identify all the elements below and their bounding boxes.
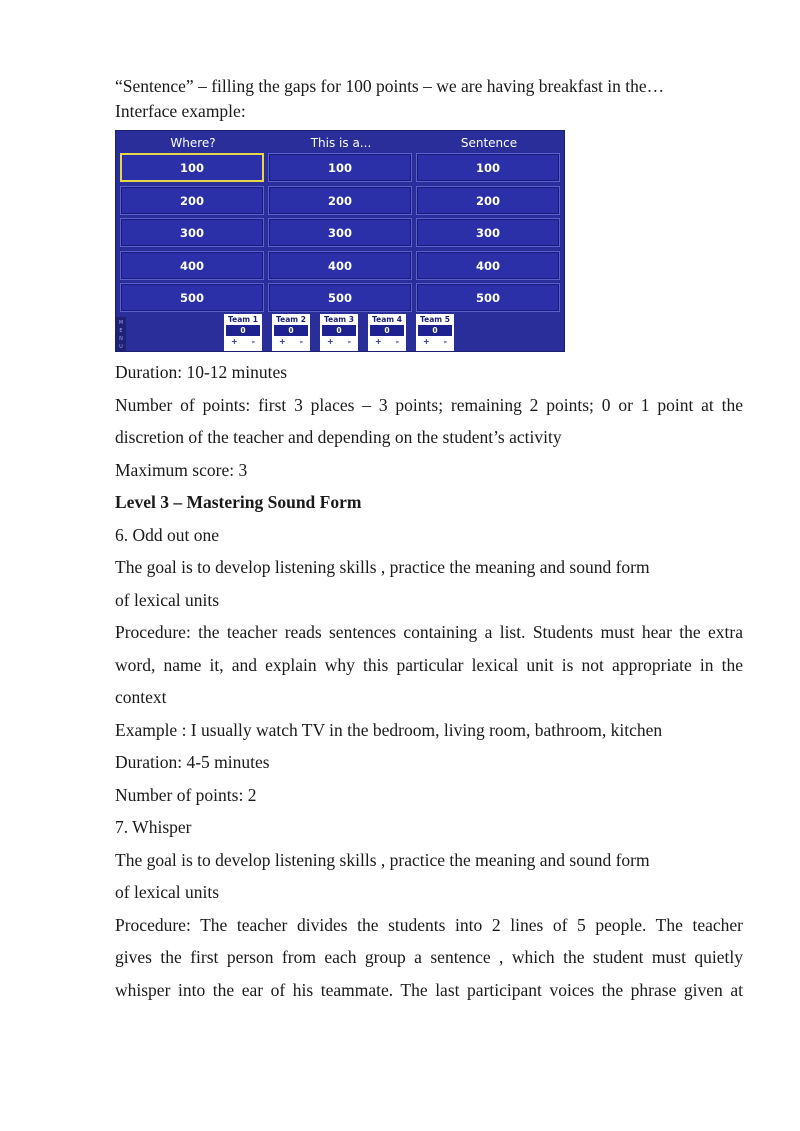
board-cell[interactable]: 400 <box>268 251 412 280</box>
jeopardy-board-screenshot <box>115 130 565 352</box>
whisper-procedure-1: Procedure: The teacher divides the students into 2 lines of 5 people. The teacher <box>115 914 743 935</box>
team-score: 0 <box>370 325 404 336</box>
minus-button[interactable]: - <box>395 337 399 346</box>
plus-button[interactable]: + <box>327 337 334 346</box>
board-cell[interactable]: 500 <box>416 283 560 312</box>
category-sentence: Sentence <box>460 136 518 150</box>
whisper-procedure-3: whisper into the ear of his teammate. The last participant voices the phrase given at <box>115 979 743 1000</box>
board-cell[interactable]: 200 <box>268 186 412 215</box>
plus-button[interactable]: + <box>231 337 238 346</box>
whisper-goal-2: of lexical units <box>115 882 220 902</box>
max-score-line: Maximum score: 3 <box>115 459 248 480</box>
plus-button[interactable]: + <box>375 337 382 346</box>
team-score: 0 <box>274 325 308 336</box>
odd-out-goal-1: The goal is to develop listening skills , practice the meaning and sound form <box>115 557 650 577</box>
board-cell[interactable]: 500 <box>268 283 412 312</box>
team-panel <box>416 314 454 351</box>
odd-out-duration: Duration: 4-5 minutes <box>115 752 270 772</box>
whisper-goal-1: The goal is to develop listening skills , practice the meaning and sound form <box>115 849 650 870</box>
board-cell[interactable]: 200 <box>120 186 264 215</box>
plus-button[interactable]: + <box>279 337 286 346</box>
board-cell[interactable]: 100 <box>120 153 264 182</box>
board-cell[interactable]: 400 <box>120 251 264 280</box>
team-name: Team 4 <box>372 315 402 324</box>
team-score: 0 <box>322 325 356 336</box>
minus-button[interactable]: - <box>251 337 255 346</box>
team-panel <box>320 314 358 351</box>
board-cell[interactable]: 300 <box>268 218 412 247</box>
odd-out-procedure-3: context <box>115 687 167 707</box>
team-name: Team 5 <box>420 315 450 324</box>
board-cell[interactable]: 500 <box>120 283 264 312</box>
duration-line: Duration: 10-12 minutes <box>115 362 288 382</box>
minus-button[interactable]: - <box>347 337 351 346</box>
team-name: Team 1 <box>228 315 258 324</box>
plus-button[interactable]: + <box>423 337 430 346</box>
odd-out-points: Number of points: 2 <box>115 784 257 805</box>
board-cell[interactable]: 300 <box>120 218 264 247</box>
points-line-1: Number of points: first 3 places – 3 points; remaining 2 points; 0 or 1 point at the <box>115 394 743 415</box>
interface-example-label: Interface example: <box>115 101 246 121</box>
minus-button[interactable]: - <box>299 337 303 346</box>
team-panel <box>224 314 262 351</box>
odd-out-procedure-2: word, name it, and explain why this particular lexical unit is not appropriate in the <box>115 654 743 675</box>
whisper-procedure-2: gives the first person from each group a sentence , which the student must quietly <box>115 947 743 967</box>
board-cell[interactable]: 100 <box>268 153 412 182</box>
team-panel <box>272 314 310 351</box>
board-cell[interactable]: 400 <box>416 251 560 280</box>
team-name: Team 2 <box>276 315 306 324</box>
document-page <box>115 74 743 1006</box>
minus-button[interactable]: - <box>443 337 447 346</box>
sentence-task-line: “Sentence” – filling the gaps for 100 points – we are having breakfast in the… <box>115 76 665 96</box>
odd-out-title: 6. Odd out one <box>115 524 220 545</box>
team-panel <box>368 314 406 351</box>
odd-out-procedure-1: Procedure: the teacher reads sentences containing a list. Students must hear the extra <box>115 622 743 642</box>
category-this-is-a: This is a... <box>310 136 372 150</box>
whisper-title: 7. Whisper <box>115 817 192 837</box>
odd-out-example: Example : I usually watch TV in the bedroom, living room, bathroom, kitchen <box>115 719 663 740</box>
team-name: Team 3 <box>324 315 354 324</box>
team-score: 0 <box>226 325 260 336</box>
team-score: 0 <box>418 325 452 336</box>
board-cell[interactable]: 200 <box>416 186 560 215</box>
level-3-heading: Level 3 – Mastering Sound Form <box>115 492 362 512</box>
board-cell[interactable]: 100 <box>416 153 560 182</box>
menu-tab[interactable]: M E N U <box>116 317 126 351</box>
points-line-2: discretion of the teacher and depending on the student’s activity <box>115 427 562 447</box>
category-where: Where? <box>170 136 216 150</box>
odd-out-goal-2: of lexical units <box>115 589 220 610</box>
board-cell[interactable]: 300 <box>416 218 560 247</box>
